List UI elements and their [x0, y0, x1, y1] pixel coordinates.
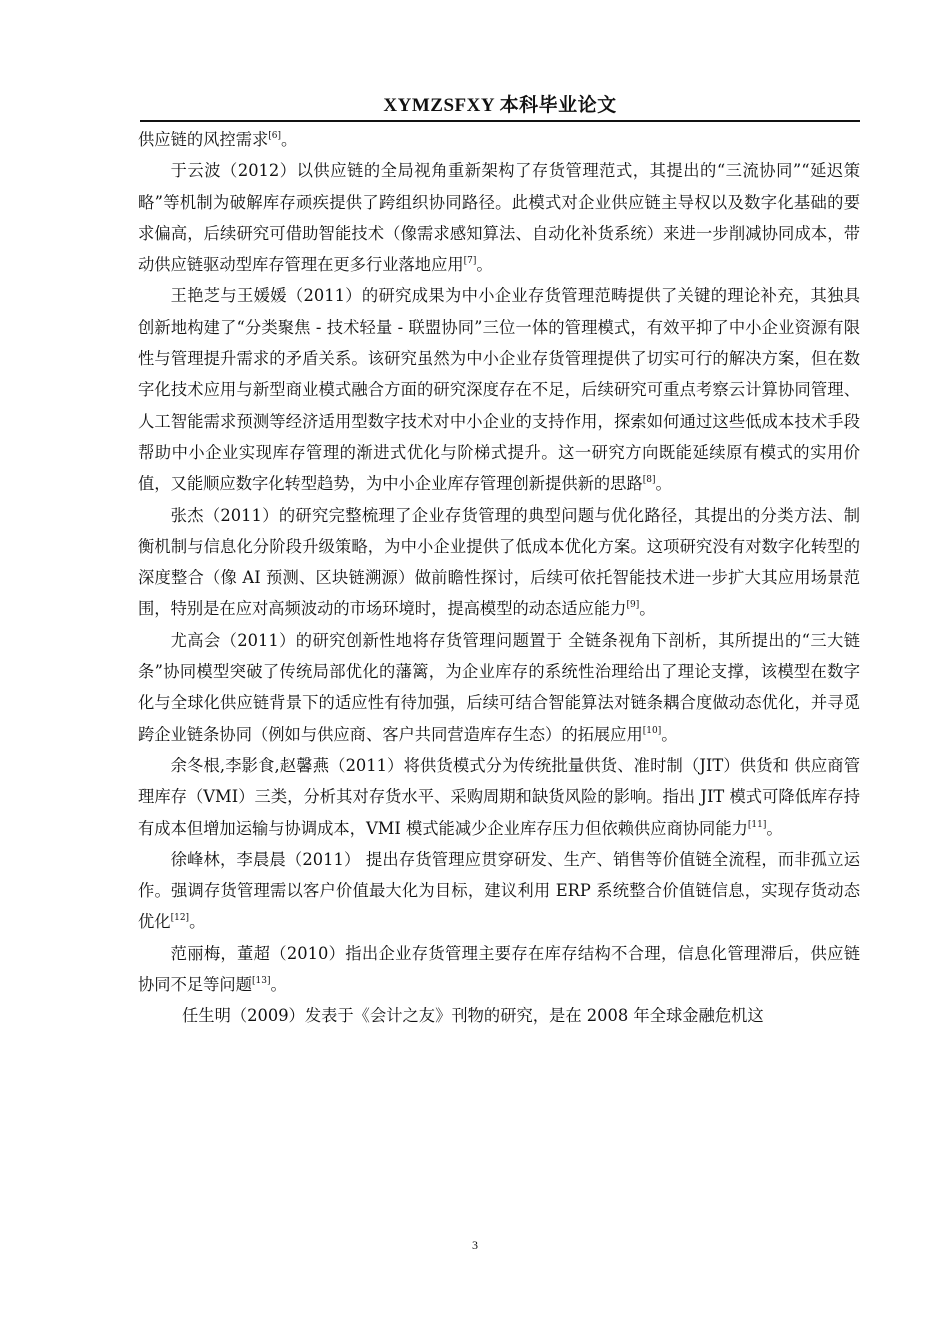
- body-text: [138, 124, 860, 1032]
- citation-ref: [7]: [463, 256, 477, 267]
- citation-ref: [9]: [626, 600, 640, 611]
- citation-ref: [13]: [251, 976, 271, 987]
- citation-ref: [6]: [268, 131, 282, 141]
- citation-ref: [10]: [642, 725, 662, 736]
- paragraph: 王艳芝与王媛媛（2011）的研究成果为中小企业存货管理范畴提供了关键的理论补充，其独具创新地构建了“分类聚焦 - 技术轻量 - 联盟协同”三位一体的管理模式，有效平抑了中小企业资源有限性与管理提升需求的矛盾关系。该研究虽然为中小企业存货管理提供了切实可行的解决方案，但在数字化技术应用与新型商业模式融合方面的研究深度存在不足，后续研究可重点考察云计算协同管理、人工智能需求预测等经济适用型数字技术对中小企业的支持作用，探索如何通过这些低成本技术手段帮助中小企业实现库存管理的渐进式优化与阶梯式提升。这一研究方向既能延续原有模式的实用价值，又能顺应数字化转型趋势，为中小企业库存管理创新提供新的思路[8]。: [138, 286, 860, 494]
- paragraph: 尤高会（2011）的研究创新性地将存货管理问题置于 全链条视角下剖析，其所提出的“三大链条”协同模型突破了传统局部优化的藩篱，为企业库存的系统性治理给出了理论支撑，该模型在数字化与全球化供应链背景下的适应性有待加强，后续可结合智能算法对链条耦合度做动态优化，并寻觅跨企业链条协同（例如与供应商、客户共同营造库存生态）的拓展应用[10]。: [138, 630, 860, 744]
- paragraph: 余冬根,李影食,赵馨燕（2011）将供货模式分为传统批量供货、准时制（JIT）供货和 供应商管理库存（VMI）三类，分析其对存货水平、采购周期和缺货风险的影响。指出 JIT 模式可降低库存持有成本但增加运输与协调成本，VMI 模式能减少企业库存压力但依赖供应商协同能力[11]。: [138, 755, 860, 838]
- paragraph: 供应链的风控需求[6]。: [138, 130, 298, 149]
- header-title: XYMZSFXY 本科毕业论文: [383, 95, 617, 116]
- paragraph: 任生明（2009）发表于《会计之友》刊物的研究，是在 2008 年全球金融危机这: [182, 1006, 764, 1026]
- paragraph: 范丽梅，董超（2010）指出企业存货管理主要存在库存结构不合理，信息化管理滞后，供应链协同不足等问题[13]。: [138, 943, 860, 995]
- page-number: 3: [472, 1238, 478, 1252]
- paragraph: 徐峰林，李晨晨（2011） 提出存货管理应贯穿研发、生产、销售等价值链全流程，而非孤立运作。强调存货管理需以客户价值最大化为目标，建议利用 ERP 系统整合价值链信息，实现存货动态优化[12]。: [138, 849, 860, 932]
- citation-ref: [12]: [170, 913, 190, 924]
- paragraph: 于云波（2012）以供应链的全局视角重新架构了存货管理范式，其提出的“三流协同”“延迟策略”等机制为破解库存顽疾提供了跨组织协同路径。此模式对企业供应链主导权以及数字化基础的要求偏高，后续研究可借助智能技术（像需求感知算法、自动化补货系统）来进一步削减协同成本，带动供应链驱动型库存管理在更多行业落地应用[7]。: [138, 161, 860, 275]
- citation-ref: [11]: [747, 819, 767, 830]
- paragraph: 张杰（2011）的研究完整梳理了企业存货管理的典型问题与优化路径，其提出的分类方法、制衡机制与信息化分阶段升级策略，为中小企业提供了低成本优化方案。这项研究没有对数字化转型的深度整合（像 AI 预测、区块链溯源）做前瞻性探讨，后续可依托智能技术进一步扩大其应用场景范围，特别是在应对高频波动的市场环境时，提高模型的动态适应能力[9]。: [138, 505, 860, 619]
- citation-ref: [8]: [642, 475, 656, 486]
- page-header: [140, 92, 860, 122]
